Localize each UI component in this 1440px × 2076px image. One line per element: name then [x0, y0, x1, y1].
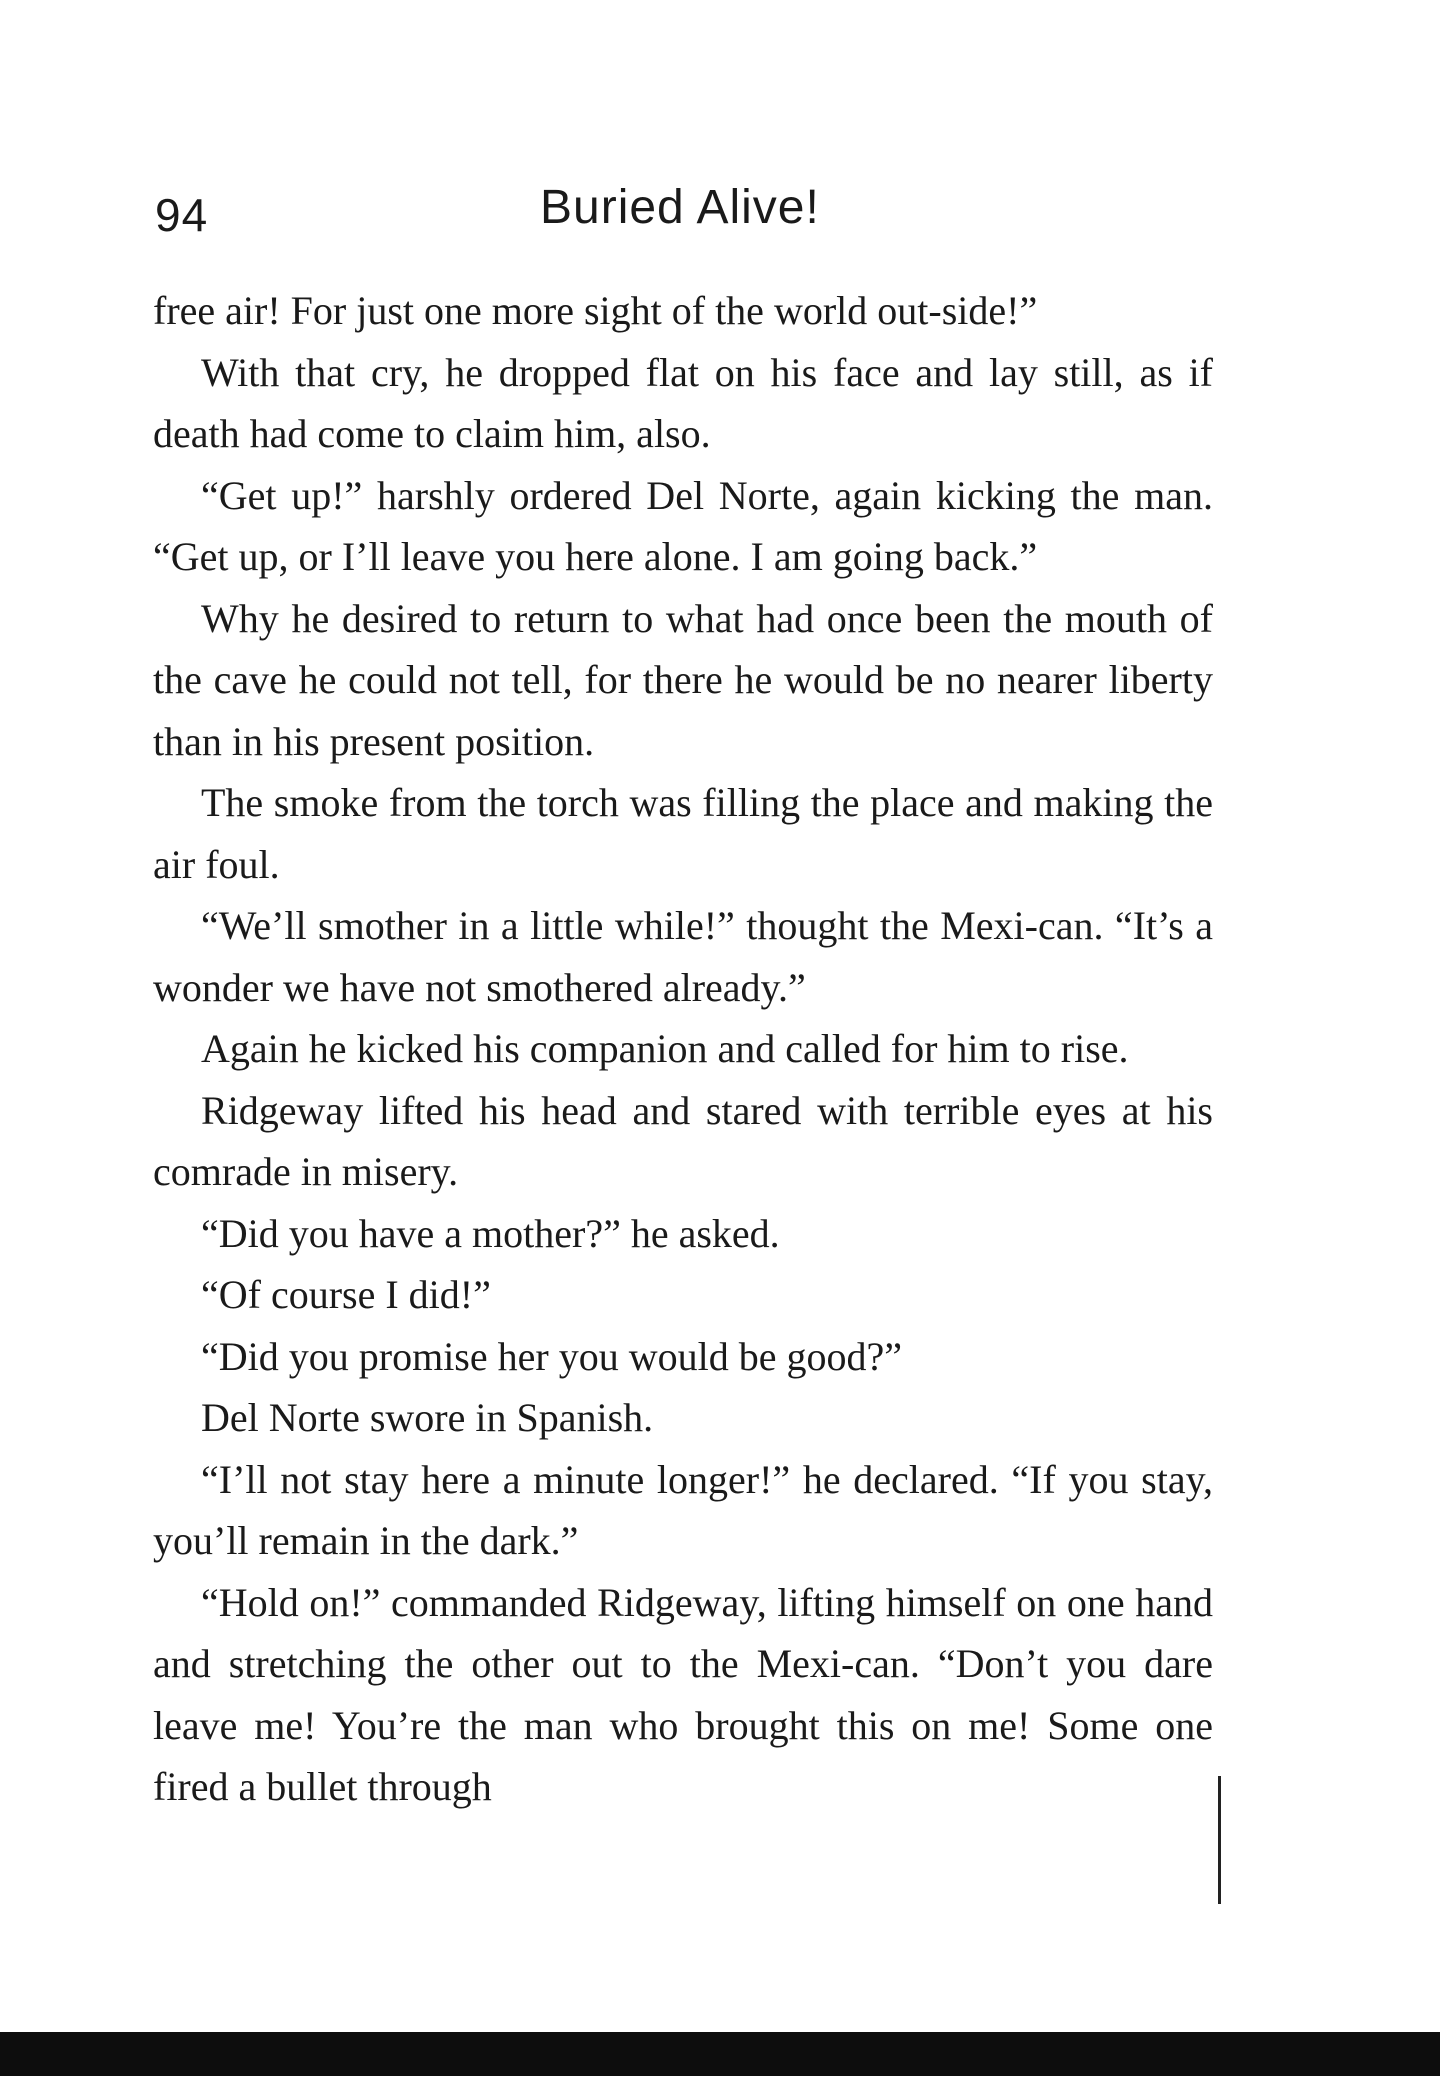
- paragraph: Del Norte swore in Spanish.: [201, 1395, 654, 1440]
- paragraph: With that cry, he dropped flat on his face and lay still, as if death had come to claim him, also.: [153, 349, 1213, 456]
- page-number: 94: [155, 189, 209, 241]
- paragraph: “Of course I did!”: [201, 1272, 491, 1317]
- paragraph: Why he desired to return to what had once been the mouth of the cave he could not tell, for there he would be no nearer liberty than in his present position.: [153, 595, 1213, 764]
- paragraph: The smoke from the torch was filling the place and making the air foul.: [153, 780, 1213, 887]
- scan-edge-bar: [0, 2032, 1440, 2076]
- paragraph: free air! For just one more sight of the world out-side!”: [153, 288, 1038, 333]
- paragraph: “Get up!” harshly ordered Del Norte, again kicking the man. “Get up, or I’ll leave you here alone. I am going back.”: [153, 472, 1213, 579]
- paragraph: Again he kicked his companion and called for him to rise.: [201, 1026, 1129, 1071]
- body-text: [153, 280, 1213, 1818]
- margin-rule: [1218, 1776, 1221, 1904]
- paragraph: “Hold on!” commanded Ridgeway, lifting himself on one hand and stretching the other out to the Mexi-can. “Don’t you dare leave me! You’re the man who brought this on me! Some one fired a bullet through: [153, 1579, 1213, 1809]
- paragraph: “I’ll not stay here a minute longer!” he declared. “If you stay, you’ll remain in the dark.”: [153, 1456, 1213, 1563]
- paragraph: “Did you promise her you would be good?”: [201, 1333, 902, 1379]
- running-head: [155, 180, 1215, 250]
- paragraph: Ridgeway lifted his head and stared with terrible eyes at his comrade in misery.: [153, 1087, 1213, 1194]
- paragraph: “Did you have a mother?” he asked.: [201, 1210, 780, 1256]
- paragraph: “We’ll smother in a little while!” thought the Mexi-can. “It’s a wonder we have not smothered already.”: [153, 903, 1213, 1010]
- book-title: Buried Alive!: [540, 181, 820, 234]
